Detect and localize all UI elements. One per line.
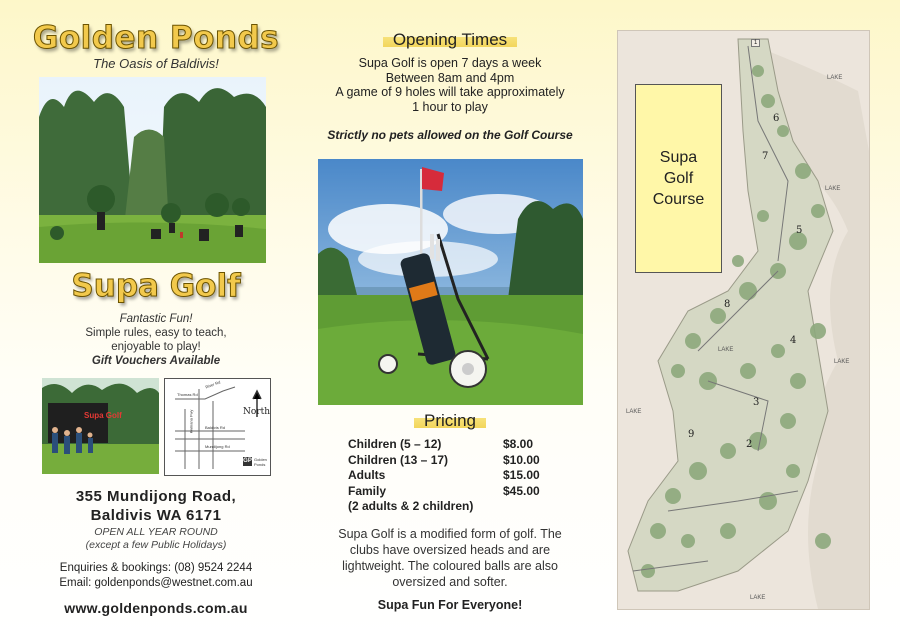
price-label: Children (13 – 17) — [348, 452, 449, 467]
features-block — [28, 312, 284, 368]
map-road-kwinana: Kwinana Fwy — [188, 409, 194, 434]
north-arrow-label: North — [243, 407, 271, 417]
golden-ponds-map-marker: GP — [243, 458, 252, 464]
fun-line: Fantastic Fun! — [119, 313, 193, 325]
address — [28, 487, 284, 525]
lake-label: LAKE — [827, 75, 843, 81]
lake-label: LAKE — [718, 347, 734, 353]
no-pets-notice: Strictly no pets allowed on the Golf Course — [327, 128, 573, 142]
price-value: $15.00 — [503, 468, 540, 482]
course-photo — [39, 77, 266, 263]
hole-2: 2 — [746, 439, 753, 450]
description-line: oversized and softer. — [392, 575, 508, 589]
address-line-1: 355 Mundijong Road, — [75, 488, 237, 505]
supa-golf-title: Supa Golf — [71, 268, 241, 304]
pricing-title: Pricing — [414, 411, 486, 431]
hole-6: 6 — [773, 113, 780, 124]
opening-note — [28, 526, 284, 552]
price-row — [348, 468, 578, 484]
description — [308, 526, 592, 590]
price-row — [348, 484, 578, 500]
times-line: 1 hour to play — [412, 99, 488, 114]
hole-8: 8 — [724, 299, 731, 310]
price-value: $8.00 — [503, 437, 534, 451]
rules-line-1: Simple rules, easy to teach, — [85, 327, 227, 339]
hole-9: 9 — [688, 429, 695, 440]
opening-times-title: Opening Times — [383, 30, 517, 50]
open-line-2: (except a few Public Holidays) — [85, 539, 227, 551]
location-map — [164, 378, 271, 476]
players-photo — [42, 378, 159, 474]
golf-cart-illustration — [318, 159, 583, 405]
times-line: Between 8am and 4pm — [385, 70, 515, 85]
price-row — [348, 453, 578, 469]
course-label-line-3: Course — [652, 191, 705, 208]
gift-vouchers: Gift Vouchers Available — [91, 355, 221, 367]
course-photo-illustration — [39, 77, 266, 263]
lake-label: LAKE — [750, 595, 766, 601]
tagline: The Oasis of Baldivis! — [93, 56, 219, 71]
hole-1: 1 — [751, 39, 760, 47]
hole-4: 4 — [790, 335, 797, 346]
map-road-river: River Rd — [204, 379, 221, 390]
rules-line-2: enjoyable to play! — [111, 341, 201, 353]
price-table — [348, 437, 578, 515]
price-value: $45.00 — [503, 483, 540, 498]
hole-5: 5 — [796, 225, 803, 236]
price-row — [348, 499, 578, 515]
golf-cart-photo — [318, 159, 583, 405]
contact-block — [28, 561, 284, 591]
description-line: lightweight. The coloured balls are also — [342, 559, 558, 573]
supa-golf-sign: Supa Golf — [84, 411, 122, 420]
price-label: (2 adults & 2 children) — [348, 499, 474, 513]
price-label: Adults — [348, 468, 386, 482]
price-label: Family — [348, 483, 387, 498]
map-road-thomas: Thomas Rd — [177, 392, 198, 397]
price-value: $10.00 — [503, 452, 540, 467]
lake-label: LAKE — [626, 409, 642, 415]
course-label-box — [635, 84, 722, 273]
description-line: Supa Golf is a modified form of golf. The — [338, 527, 562, 541]
hole-3: 3 — [753, 397, 760, 408]
opening-times — [308, 56, 592, 114]
price-label: Children (5 – 12) — [348, 437, 442, 451]
price-row — [348, 437, 578, 453]
course-label-line-1: Supa — [659, 149, 698, 166]
open-line-1: OPEN ALL YEAR ROUND — [94, 526, 218, 538]
golden-ponds-map-name: Golden Ponds — [254, 457, 267, 467]
players-photo-illustration — [42, 378, 159, 474]
description-line: clubs have oversized heads and are — [349, 543, 551, 557]
lake-label: LAKE — [825, 186, 841, 192]
map-road-baldivis: Baldivis Rd — [205, 425, 226, 430]
course-label-line-2: Golf — [663, 170, 694, 187]
times-line: Supa Golf is open 7 days a week — [358, 56, 542, 70]
brand-title: Golden Ponds — [32, 20, 280, 56]
address-line-2: Baldivis WA 6171 — [90, 507, 222, 524]
lake-label: LAKE — [834, 359, 850, 365]
fun-tagline: Supa Fun For Everyone! — [377, 598, 523, 612]
enquiries-phone: Enquiries & bookings: (08) 9524 2244 — [59, 562, 253, 574]
website-url: www.goldenponds.com.au — [64, 600, 248, 616]
contact-email: Email: goldenponds@westnet.com.au — [59, 577, 253, 589]
map-road-mundijong: Mundijong Rd — [205, 444, 230, 449]
hole-7: 7 — [762, 151, 769, 162]
times-line: A game of 9 holes will take approximately — [335, 85, 565, 99]
